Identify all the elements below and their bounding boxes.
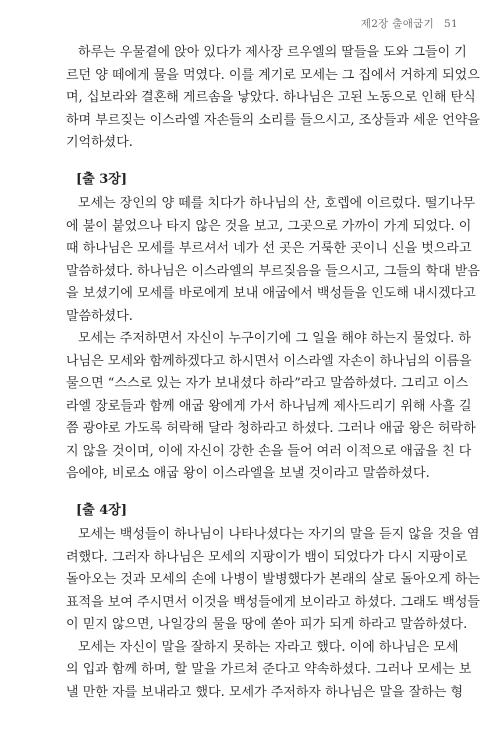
- text-line: 이 믿지 않으면, 나일강의 물을 땅에 쏟아 피가 되게 하라고 말씀하셨다.: [66, 617, 468, 632]
- text-line: 말씀하셨다. 하나님은 이스라엘의 부르짖음을 들으시고, 그들의 학대 받음: [66, 263, 480, 279]
- text-line: 에 불이 붙었으나 타지 않은 것을 보고, 그곳으로 가까이 가게 되었다. 이: [66, 218, 472, 234]
- text-line: 라엘 장로들과 함께 애굽 왕에게 가서 하나님께 제사드리기 위해 사흘 길: [66, 398, 472, 414]
- text-line: 모세는 자신이 말을 잘하지 못하는 자라고 했다. 이에 하나님은 모세: [78, 639, 459, 655]
- text-line: 의 입과 함께 하며, 할 말을 가르쳐 준다고 약속하셨다. 그러나 모세는 보: [66, 662, 472, 677]
- section-heading: [출 4장]: [76, 502, 127, 518]
- body-text: [66, 42, 480, 704]
- text-line: 지 않을 것이며, 이에 자신이 강한 손을 들어 여러 이적으로 애굽을 친 다: [66, 443, 472, 459]
- text-line: 음에야, 비로소 애굽 왕이 이스라엘을 보낼 것이라고 말씀하셨다.: [66, 466, 430, 481]
- text-line: 나님은 모세와 함께하겠다고 하시면서 이스라엘 자손이 하나님의 이름을: [66, 353, 472, 369]
- running-header: [361, 16, 458, 31]
- chapter-title: 제2장 출애굽기: [360, 18, 435, 30]
- text-line: 쯤 광야로 가도록 허락해 달라 청하라고 하셨다. 그러나 애굽 왕은 허락하: [66, 421, 476, 436]
- text-line: 며, 십보라와 결혼해 게르솜을 낳았다. 하나님은 고된 노동으로 인해 탄식: [66, 90, 476, 105]
- text-line: 돌아오는 것과 모세의 손에 나병이 발병했다가 본래의 살로 돌아오게 하는: [66, 572, 480, 587]
- page-number: 51: [444, 18, 458, 30]
- text-line: 말씀하셨다.: [66, 308, 133, 324]
- text-line: 려했다. 그러자 하나님은 모세의 지팡이가 뱀이 되었다가 다시 지팡이로: [66, 549, 468, 565]
- text-line: 모세는 장인의 양 떼를 치다가 하나님의 산, 호렙에 이르렀다. 떨기나무: [78, 196, 476, 211]
- text-line: 기억하셨다.: [66, 135, 133, 150]
- text-line: 표적을 보여 주시면서 이것을 백성들에게 보이라고 하셨다. 그래도 백성들: [66, 594, 480, 610]
- text-line: 물으면 “스스로 있는 자가 보내셨다 하라”라고 말씀하셨다. 그리고 이스: [66, 376, 469, 391]
- text-line: 모세는 백성들이 하나님이 나타나셨다는 자기의 말을 듣지 않을 것을 염: [78, 527, 480, 542]
- text-line: 때 하나님은 모세를 부르셔서 네가 선 곳은 거룩한 곳이니 신을 벗으라고: [66, 241, 472, 256]
- text-line: 하며 부르짖는 이스라엘 자손들의 소리를 들으시고, 조상들과 세운 언약을: [66, 112, 480, 128]
- text-line: 낼 만한 자를 보내라고 했다. 모세가 주저하자 하나님은 말을 잘하는 형: [66, 684, 464, 700]
- text-line: 하루는 우물곁에 앉아 있다가 제사장 르우엘의 딸들을 도와 그들이 기: [78, 45, 467, 60]
- section-heading: [출 3장]: [76, 171, 127, 187]
- text-line: 르던 양 떼에게 물을 먹였다. 이를 계기로 모세는 그 집에서 거하게 되었으: [66, 67, 480, 83]
- text-line: 모세는 주저하면서 자신이 누구이기에 그 일을 해야 하는지 물었다. 하: [78, 331, 471, 346]
- text-line: 을 보셨기에 모세를 바로에게 보내 애굽에서 백성들을 인도해 내시겠다고: [66, 286, 476, 301]
